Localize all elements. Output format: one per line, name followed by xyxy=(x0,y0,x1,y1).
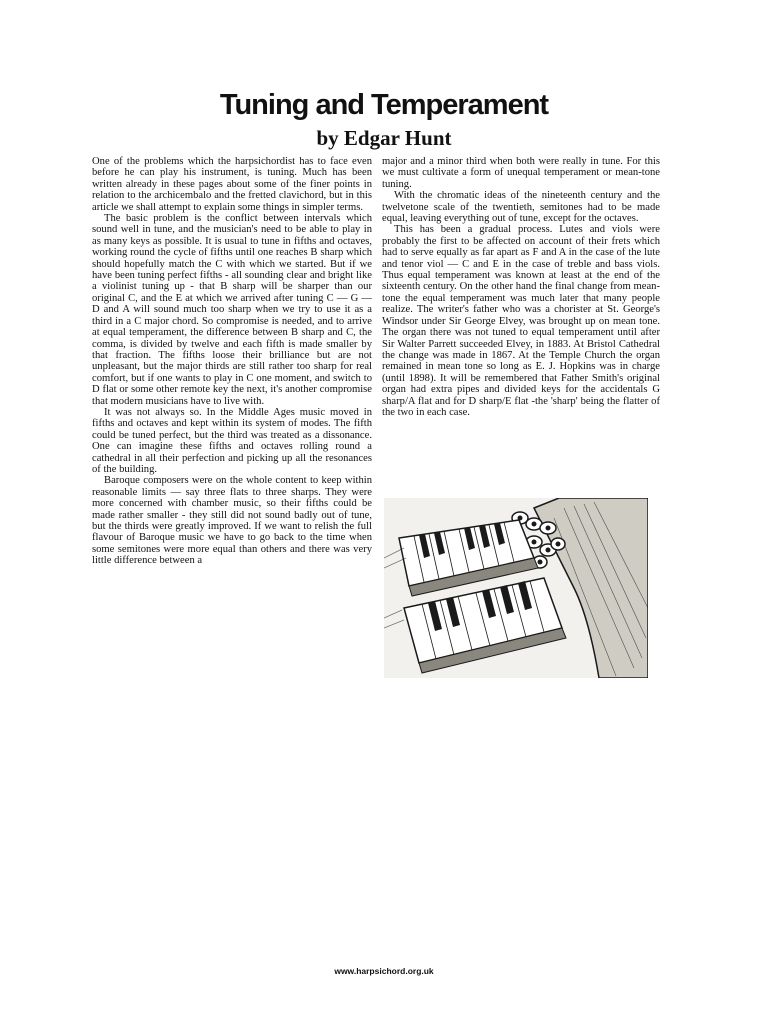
article-title: Tuning and Temperament xyxy=(219,89,549,121)
paragraph: It was not always so. In the Middle Ages music moved in fifths and octaves and kept within its system of modes. The fifth could be tuned perfect, but the third was treated as a dissonance. One can imagine these fifths and octaves rolling round a cathedral in all their perfection and picking up all the resonances of the building. xyxy=(92,406,372,475)
paragraph: The basic problem is the conflict between intervals which sound well in tune, and the musician's need to be able to play in as many keys as possible. It is usual to tune in fifths and octaves, working round the cycle of fifths until one reaches B sharp which should hopefully match the C with which we started. But if we have been tuning perfect fifths - all sounding clear and bright like a violinist tuning up - that B sharp will be sharper than our original C, and the E at which we arrived after tuning C — G — D and A will sound much too sharp when we try to use it as a third in a C major chord. So compromise is needed, and to arrive at equal temperament, the difference between B sharp and C, the comma, is divided by twelve and each fifth is made smaller by that fraction. The fifths loose their brilliance but are not unpleasant, but the major thirds are still rather too sharp for real comfort, but if one wants to play in C one moment, and switch to D flat or some other remote key the next, it's another compromise that modern musicians have to live with. xyxy=(92,213,372,407)
paragraph: This has been a gradual process. Lutes and viols were probably the first to be affected on account of their frets which had to serve equally as far apart as F and A in the case of the lute and tenor viol — C and E in the case of treble and bass viols. Thus equal temperament was known at least at the end of the sixteenth century. On the other hand the final change from mean-tone the equal temperament was much later that many people realize. The writer's father who was a chorister at St. George's Windsor under Sir George Elvey, was brought up on mean tone. The organ there was not tuned to equal temperament until after Sir Walter Parrett succeeded Elvey, in 1883. At Bristol Cathedral the change was made in 1867. At the Temple Church the organ remained in mean tone so long as E. J. Hopkins was in charge (until 1898). It will be remembered that Father Smith's original organ had extra pipes and divided keys for the accidentals G sharp/A flat and for D sharp/E flat -the 'sharp' being the flatter of the two in each case. xyxy=(382,224,660,418)
right-column xyxy=(382,156,660,418)
left-column xyxy=(92,156,372,567)
footer-url: www.harpsichord.org.uk xyxy=(334,966,434,976)
article-byline: by Edgar Hunt xyxy=(316,126,452,150)
paragraph: major and a minor third when both were really in tune. For this we must cultivate a form of unequal temperament or mean-tone tuning. xyxy=(382,156,660,190)
organ-keyboard-icon xyxy=(384,498,648,678)
paragraph: With the chromatic ideas of the nineteenth century and the twelvetone scale of the twentieth, semitones had to be made equal, leaving everything out of tune, except for the octaves. xyxy=(382,190,660,225)
paragraph: Baroque composers were on the whole content to keep within reasonable limits — say three flats to three sharps. They were more concerned with chamber music, so their fifths could be made rather smaller - they still did not sound badly out of tune, but the thirds were greatly improved. If we want to relish the full flavour of Baroque music we have to go back to the time when some semitones were more equal than others and there was very little difference between a xyxy=(92,475,372,567)
organ-keyboard-illustration xyxy=(384,498,648,678)
paragraph: One of the problems which the harpsichordist has to face even before he can play his instrument, is tuning. Much has been written already in these pages about some of the finer points in relation to the archicembalo and the fretted clavichord, but in this article we shall attempt to explain some things in simpler terms. xyxy=(92,156,372,213)
